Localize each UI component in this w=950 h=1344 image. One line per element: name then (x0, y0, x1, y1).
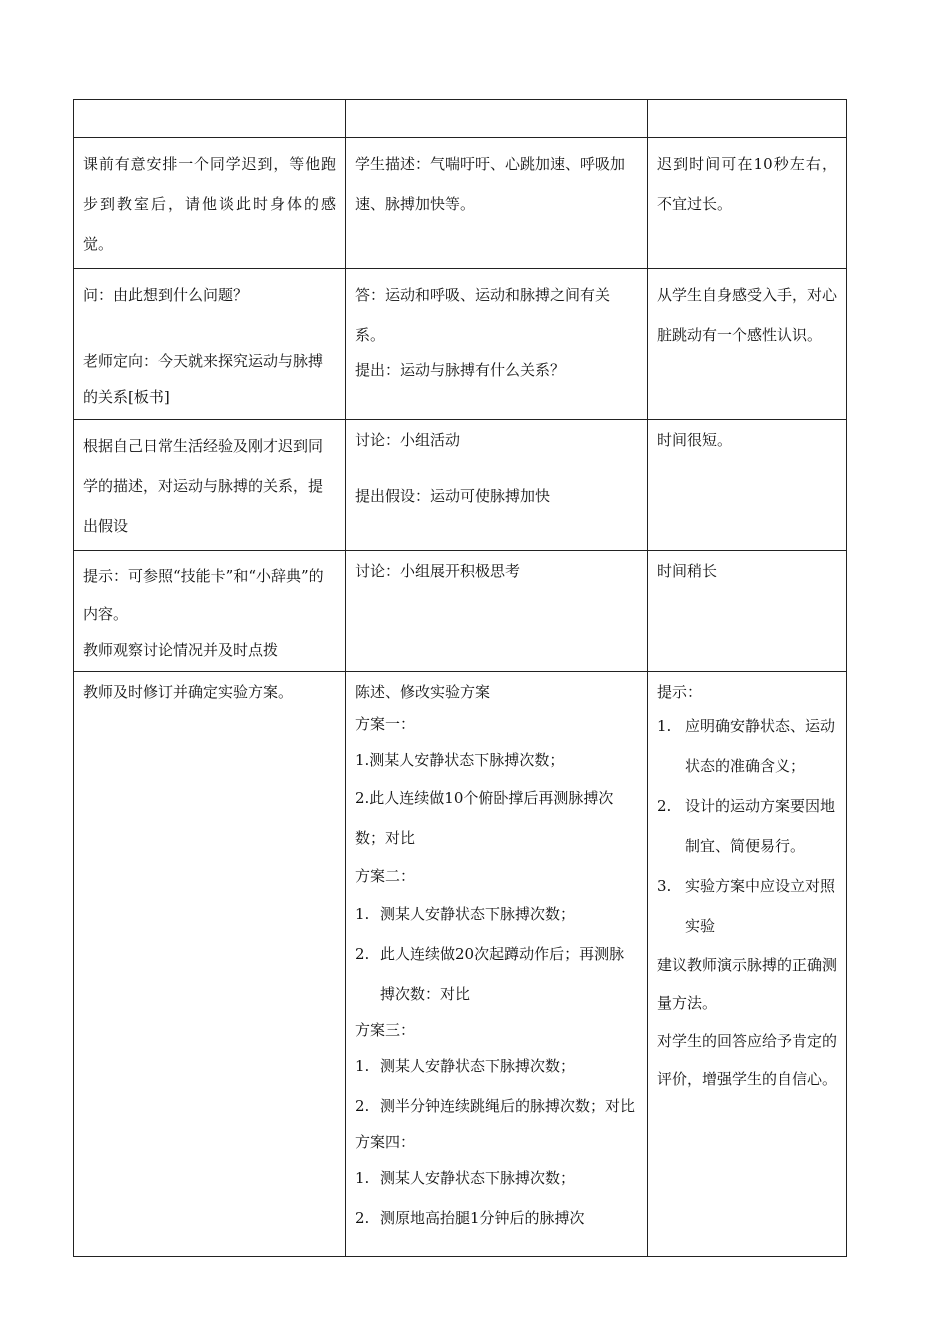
student-activity-cell (346, 551, 648, 672)
teacher-activity-cell (74, 672, 346, 1257)
teacher-activity-cell (74, 269, 346, 420)
list-item: 3. 实验方案中应设立对照实验 (657, 877, 836, 935)
cell-text: 课前有意安排一个同学迟到，等他跑步到教室后，请他谈此时身体的感觉。 (83, 155, 336, 253)
cell-text: 提出：运动与脉搏有什么关系？ (355, 361, 566, 379)
teacher-activity-cell (74, 551, 346, 672)
cell-text: 提出假设：运动可使脉搏加快 (355, 487, 551, 505)
cell-text: 提示：可参照“技能卡”和“小辞典”的内容。 (83, 567, 324, 623)
student-activity-cell (346, 138, 648, 269)
lesson-plan-table (73, 99, 847, 1257)
plan2-list (355, 894, 638, 1014)
student-activity-cell (346, 672, 648, 1257)
plan1-item: 2.此人连续做10个俯卧撑后再测脉搏次数；对比 (355, 789, 614, 847)
list-item: 1. 应明确安静状态、运动状态的准确含义； (657, 717, 836, 775)
cell-text: 学生描述：气喘吁吁、心跳加速、呼吸加速、脉搏加快等。 (355, 155, 626, 213)
cell-text: 时间很短。 (657, 431, 733, 449)
plan4-list (355, 1158, 638, 1238)
list-item: 1. 测某人安静状态下脉搏次数； (355, 905, 576, 923)
plan3-title: 方案三： (355, 1021, 416, 1039)
list-item: 1. 测某人安静状态下脉搏次数； (355, 1057, 576, 1075)
cell-text: 老师定向：今天就来探究运动与脉搏的关系[板书] (83, 352, 324, 406)
table-row (74, 672, 847, 1257)
list-item: 2. 测原地高抬腿1分钟后的脉搏次 (355, 1209, 585, 1227)
note-cell (648, 269, 847, 420)
note-cell (648, 672, 847, 1257)
cell-text: 迟到时间可在10秒左右，不宜过长。 (657, 155, 837, 213)
list-item: 2. 测半分钟连续跳绳后的脉搏次数；对比 (355, 1097, 636, 1115)
table-row (74, 138, 847, 269)
plan-intro: 陈述、修改实验方案 (355, 683, 491, 701)
note-cell (648, 420, 847, 551)
cell-text: 教师观察讨论情况并及时点拨 (83, 641, 279, 659)
cell-text: 从学生自身感受入手，对心脏跳动有一个感性认识。 (657, 286, 838, 344)
list-item: 1. 测某人安静状态下脉搏次数； (355, 1169, 576, 1187)
cell-text: 根据自己日常生活经验及刚才迟到同学的描述，对运动与脉搏的关系，提出假设 (83, 437, 324, 535)
header-cell-2 (346, 100, 648, 138)
tip-title: 提示： (657, 683, 703, 701)
table-row (74, 420, 847, 551)
tip-paragraph: 建议教师演示脉搏的正确测量方法。 (657, 956, 838, 1012)
plan1-title: 方案一： (355, 715, 416, 733)
teacher-activity-cell (74, 138, 346, 269)
header-cell-1 (74, 100, 346, 138)
cell-text: 时间稍长 (657, 562, 718, 580)
cell-text: 讨论：小组展开积极思考 (355, 562, 521, 580)
cell-text: 讨论：小组活动 (355, 431, 461, 449)
student-activity-cell (346, 269, 648, 420)
cell-text: 问：由此想到什么问题？ (83, 286, 249, 304)
plan1-item: 1.测某人安静状态下脉搏次数； (355, 751, 565, 769)
teacher-activity-cell (74, 420, 346, 551)
note-cell (648, 551, 847, 672)
plan4-title: 方案四： (355, 1133, 416, 1151)
student-activity-cell (346, 420, 648, 551)
plan3-list (355, 1046, 638, 1126)
table-row (74, 269, 847, 420)
cell-text: 答：运动和呼吸、运动和脉搏之间有关系。 (355, 286, 611, 344)
cell-text: 教师及时修订并确定实验方案。 (83, 683, 294, 701)
note-cell (648, 138, 847, 269)
tip-paragraph: 对学生的回答应给予肯定的评价，增强学生的自信心。 (657, 1032, 838, 1088)
table-row (74, 551, 847, 672)
header-cell-3 (648, 100, 847, 138)
tip-list (657, 706, 837, 946)
list-item: 2. 设计的运动方案要因地制宜、简便易行。 (657, 797, 836, 855)
list-item: 2. 此人连续做20次起蹲动作后；再测脉搏次数：对比 (355, 945, 625, 1003)
table-header-row (74, 100, 847, 138)
plan2-title: 方案二： (355, 867, 416, 885)
